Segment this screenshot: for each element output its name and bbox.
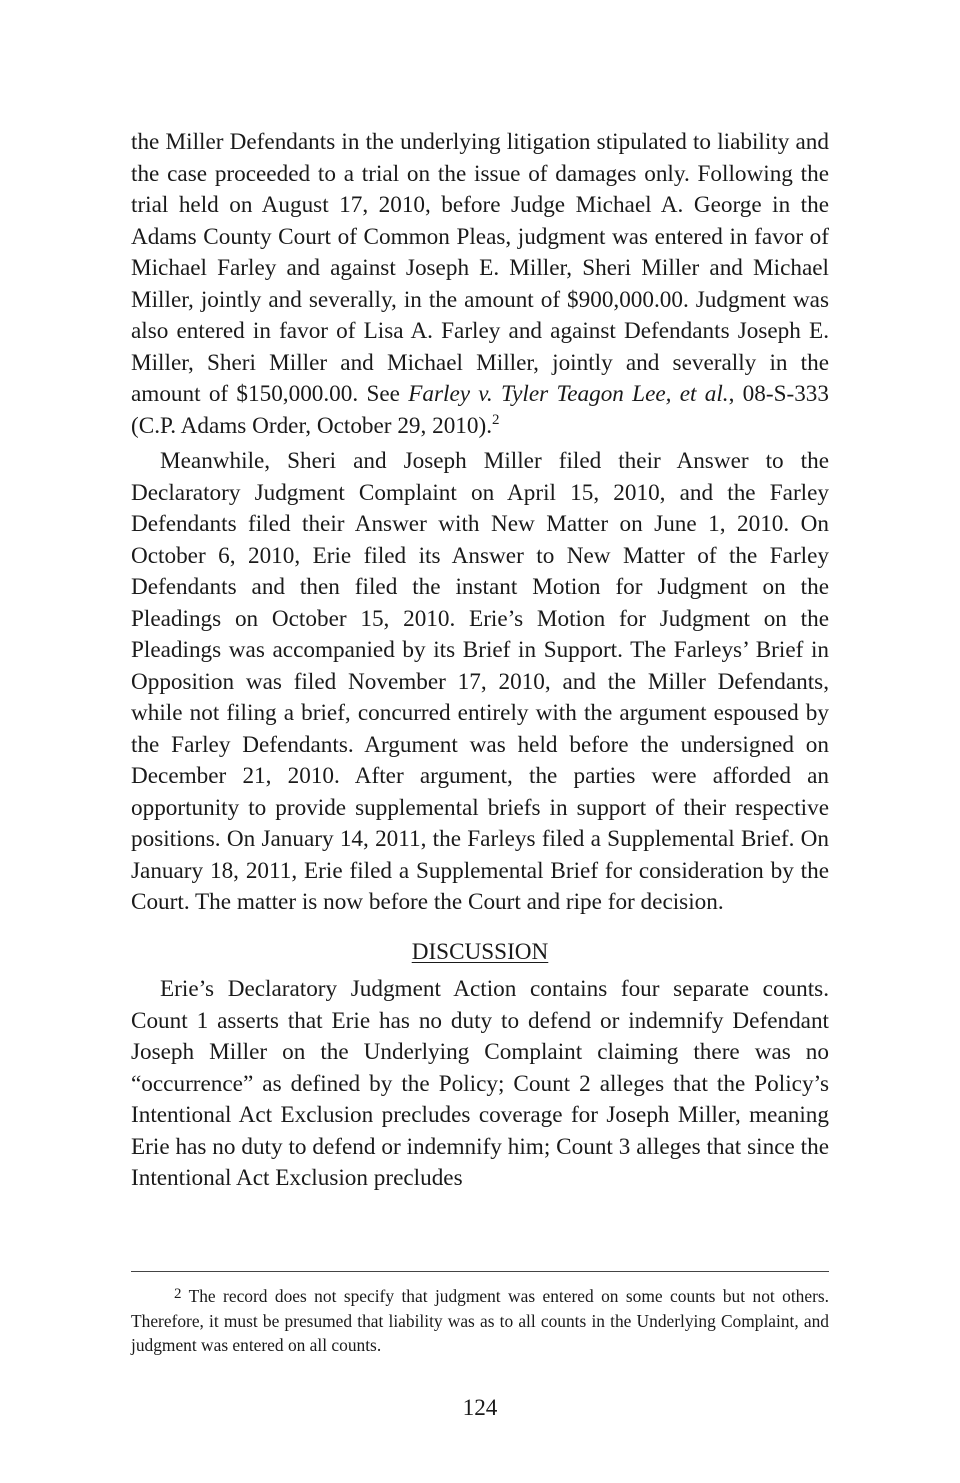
paragraph-1: [131, 127, 829, 442]
footnote-marker: 2: [174, 1286, 182, 1302]
footnote: [131, 1284, 829, 1358]
footnote-text: The record does not specify that judgment was entered on some counts but not others. Therefore, it must be presumed that liability was as to all counts in the Underlying Complaint, and judgment was entered on all counts.: [131, 1286, 829, 1355]
page-body: [131, 127, 829, 1195]
section-heading: [131, 937, 829, 969]
paragraph-2: Meanwhile, Sheri and Joseph Miller filed their Answer to the Declaratory Judgment Complaint on April 15, 2010, and the Farley Defendants filed their Answer with New Matter on June 1, 2010. On October 6, 2010, Erie filed its Answer to New Matter of the Farley Defendants and then filed the instant Motion for Judgment on the Pleadings on October 15, 2010. Erie’s Motion for Judgment on the Pleadings was accompanied by its Brief in Support. The Farleys’ Brief in Opposition was filed November 17, 2010, and the Miller Defendants, while not filing a brief, concurred entirely with the argument espoused by the Farley Defendants. Argument was held before the undersigned on December 21, 2010. After argument, the parties were afforded an opportunity to provide supplemental briefs in support of their respective positions. On January 14, 2011, the Farleys filed a Supplemental Brief. On January 18, 2011, Erie filed a Supplemental Brief for consideration by the Court. The matter is now before the Court and ripe for decision.: [131, 448, 829, 915]
paragraph-1-text-a: the Miller Defendants in the underlying litigation stipulated to liability and the case proceeded to a trial on the issue of damages only. Following the trial held on August 17, 2010, before Judge Michael A. George in the Adams County Court of Common Pleas, judgment was entered in favor of Michael Farley and against Joseph E. Miller, Sheri Miller and Michael Miller, jointly and severally, in the amount of $900,000.00. Judgment was also entered in favor of Lisa A. Farley and against Defendants Joseph E. Miller, Sheri Miller and Michael Miller, jointly and severally in the amount of $150,000.00. See: [131, 129, 829, 407]
paragraph-3: Erie’s Declaratory Judgment Action contains four separate counts. Count 1 asserts that Erie has no duty to defend or indemnify Defendant Joseph Miller on the Underlying Complaint claiming there was no “occurrence” as defined by the Policy; Count 2 alleges that the Policy’s Intentional Act Exclusion precludes coverage for Joseph Miller, meaning Erie has no duty to defend or indemnify him; Count 3 alleges that since the Intentional Act Exclusion precludes: [131, 976, 829, 1191]
section-heading-text: DISCUSSION: [411, 938, 549, 965]
footnote-divider: [131, 1271, 829, 1272]
page-number: 124: [462, 1395, 498, 1421]
footnote-reference: 2: [492, 411, 500, 428]
paragraph-1-text-b: , 08-S-333 (C.P. Adams Order, October 29, 2010).: [131, 381, 829, 439]
case-citation: Farley v. Tyler Teagon Lee, et al.: [408, 381, 729, 407]
